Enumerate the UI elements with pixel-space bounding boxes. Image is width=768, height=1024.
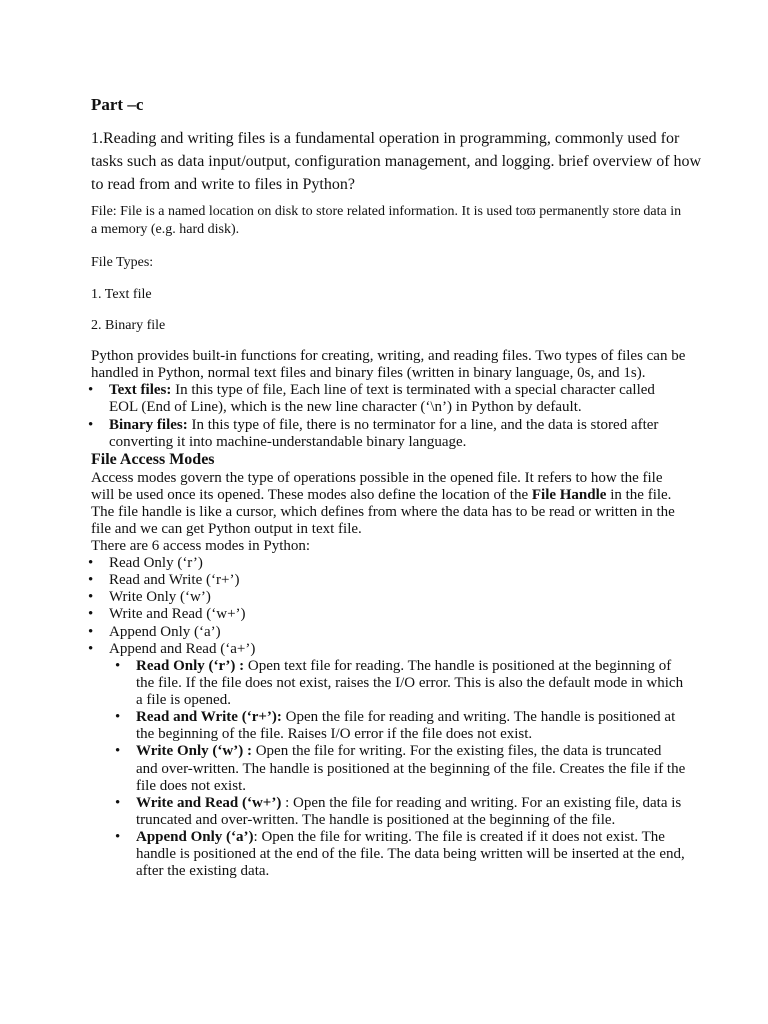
detail-read-only-line-2: the file. If the file does not exist, raises the I/O error. This is also the default mode in which: [136, 675, 684, 691]
question-line-3: to read from and write to files in Python?: [91, 176, 355, 193]
detail-text: : Open the file for reading and writing. For an existing file, data is: [281, 795, 682, 811]
file-types-label: File Types:: [91, 255, 154, 270]
detail-read-write-line-2: the beginning of the file. Raises I/O error if the file does not exist.: [136, 726, 533, 742]
text-files-line-1: [109, 382, 655, 399]
access-modes-heading: File Access Modes: [91, 451, 215, 468]
binary-files-line-1: [109, 417, 658, 434]
detail-text: Open the file for writing. For the existing files, the data is truncated: [251, 743, 662, 759]
text-files-line-2: EOL (End of Line), which is the new line character (‘\n’) in Python by default.: [109, 399, 582, 415]
mode-item: Append Only (‘a’): [109, 624, 221, 640]
detail-read-write-line-1: [136, 709, 675, 726]
detail-label: Read and Write (‘r+’):: [136, 709, 282, 725]
detail-append-only-line-3: after the existing data.: [136, 863, 270, 879]
detail-label: Write Only (‘w’) :: [136, 743, 252, 759]
detail-label: Read Only (‘r’) :: [136, 658, 245, 674]
modes-intro: There are 6 access modes in Python:: [91, 538, 311, 554]
bullet-icon: •: [115, 709, 121, 725]
detail-append-only-line-1: [136, 829, 665, 846]
detail-read-only-line-3: a file is opened.: [136, 692, 231, 708]
file-type-2: 2. Binary file: [91, 318, 166, 333]
access-para-line-1: Access modes govern the type of operations possible in the opened file. It refers to how the file: [91, 470, 663, 486]
bullet-icon: •: [115, 829, 121, 845]
detail-write-only-line-1: [136, 743, 661, 760]
file-definition-line-1: File: File is a named location on disk to store related information. It is used toϖ permanently store data in: [91, 204, 682, 219]
access-para-text: in the file.: [606, 487, 672, 503]
file-type-1: 1. Text file: [91, 287, 152, 302]
detail-text: : Open the file for writing. The file is created if it does not exist. The: [253, 829, 665, 845]
bullet-icon: •: [88, 417, 94, 433]
part-title: Part –c: [91, 95, 144, 114]
bullet-icon: •: [88, 624, 94, 640]
detail-text: Open the file for reading and writing. The handle is positioned at: [281, 709, 676, 725]
bullet-icon: •: [115, 658, 121, 674]
file-definition-line-2: a memory (e.g. hard disk).: [91, 222, 240, 237]
detail-append-only-line-2: handle is positioned at the end of the file. The data being written will be inserted at the end,: [136, 846, 685, 862]
detail-write-only-line-3: file does not exist.: [136, 778, 246, 794]
detail-write-only-line-2: and over-written. The handle is positioned at the beginning of the file. Creates the file if the: [136, 761, 686, 777]
binary-files-label: Binary files:: [109, 417, 188, 433]
detail-text: Open text file for reading. The handle is positioned at the beginning of: [244, 658, 672, 674]
bullet-icon: •: [115, 743, 121, 759]
binary-files-line-2: converting it into machine-understandable binary language.: [109, 434, 467, 450]
bullet-icon: •: [88, 382, 94, 398]
access-para-line-4: file and we can get Python output in text file.: [91, 521, 362, 537]
question-line-2: tasks such as data input/output, configuration management, and logging. brief overview of how: [91, 153, 702, 170]
access-para-text: will be used once its opened. These modes also define the location of the: [91, 487, 532, 503]
bullet-icon: •: [88, 641, 94, 657]
bullet-icon: •: [115, 795, 121, 811]
mode-item: Read and Write (‘r+’): [109, 572, 240, 588]
mode-item: Write and Read (‘w+’): [109, 606, 246, 622]
intro-line-2: handled in Python, normal text files and binary files (written in binary language, 0s, and 1s).: [91, 365, 646, 381]
intro-line-1: Python provides built-in functions for creating, writing, and reading files. Two types of files can be: [91, 348, 686, 364]
detail-label: Append Only (‘a’): [136, 829, 254, 845]
question-line-1: 1.Reading and writing files is a fundamental operation in programming, commonly used for: [91, 130, 680, 147]
access-para-line-2: [91, 487, 671, 504]
binary-files-desc: In this type of file, there is no terminator for a line, and the data is stored after: [187, 417, 659, 433]
mode-item: Write Only (‘w’): [109, 589, 211, 605]
detail-write-read-line-1: [136, 795, 681, 812]
file-handle-term: File Handle: [531, 487, 607, 503]
bullet-icon: •: [88, 589, 94, 605]
text-files-desc: In this type of file, Each line of text is terminated with a special character called: [171, 382, 655, 398]
mode-item: Append and Read (‘a+’): [109, 641, 256, 657]
bullet-icon: •: [88, 606, 94, 622]
detail-label: Write and Read (‘w+’): [136, 795, 282, 811]
access-para-line-3: The file handle is like a cursor, which defines from where the data has to be read or written in the: [91, 504, 675, 520]
mode-item: Read Only (‘r’): [109, 555, 203, 571]
detail-read-only-line-1: [136, 658, 671, 675]
bullet-icon: •: [88, 555, 94, 571]
text-files-label: Text files:: [109, 382, 172, 398]
bullet-icon: •: [88, 572, 94, 588]
detail-write-read-line-2: truncated and over-written. The handle is positioned at the beginning of the file.: [136, 812, 616, 828]
